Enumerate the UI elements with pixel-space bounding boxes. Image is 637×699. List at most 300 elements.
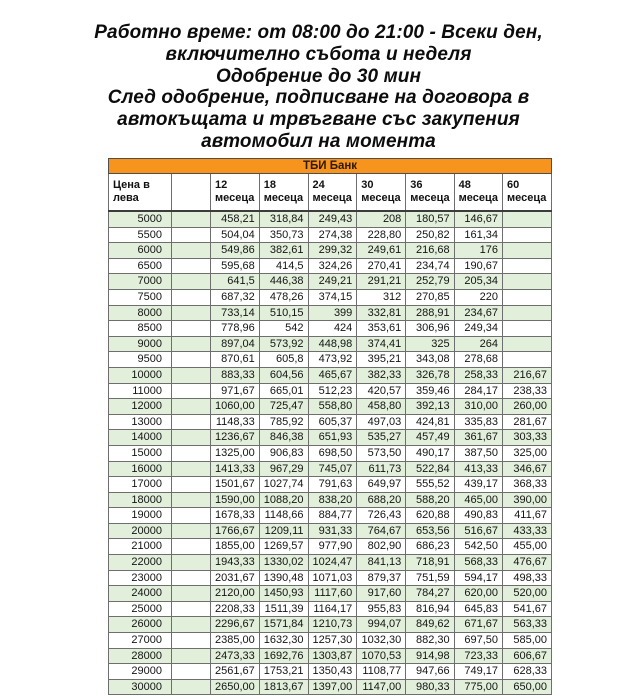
payment-cell: 971,67 bbox=[211, 383, 260, 399]
payment-cell: 778,96 bbox=[211, 321, 260, 337]
table-row bbox=[109, 383, 552, 399]
table-row bbox=[109, 477, 552, 493]
payment-cell: 220 bbox=[454, 289, 502, 305]
bank-header-row bbox=[109, 159, 552, 174]
payment-cell: 641,5 bbox=[211, 274, 260, 290]
payment-cell: 1210,73 bbox=[308, 617, 357, 633]
payment-cell: 312 bbox=[357, 289, 406, 305]
payment-cell: 1450,93 bbox=[259, 586, 308, 602]
payment-cell: 413,33 bbox=[454, 461, 502, 477]
month-unit: месеца bbox=[458, 192, 499, 204]
month-unit: месеца bbox=[361, 192, 401, 204]
payment-cell: 2561,67 bbox=[211, 664, 260, 680]
payment-cell: 446,38 bbox=[259, 274, 308, 290]
spacer-cell bbox=[172, 523, 211, 539]
intro-line: Одобрение до 30 мин bbox=[215, 65, 422, 87]
payment-cell: 1117,60 bbox=[308, 586, 357, 602]
spacer-cell bbox=[172, 664, 211, 680]
payment-cell: 208 bbox=[357, 211, 406, 227]
price-cell: 21000 bbox=[109, 539, 172, 555]
payment-cell: 238,33 bbox=[503, 383, 552, 399]
month-number: 12 bbox=[215, 178, 228, 191]
payment-cell: 967,29 bbox=[259, 461, 308, 477]
month-unit: месеца bbox=[263, 192, 304, 204]
payment-cell: 649,97 bbox=[357, 477, 406, 493]
payment-cell: 595,68 bbox=[211, 258, 260, 274]
payment-cell: 1413,33 bbox=[211, 461, 260, 477]
payment-cell: 250,82 bbox=[406, 227, 454, 243]
payment-cell: 458,21 bbox=[211, 211, 260, 227]
payment-cell: 260,00 bbox=[503, 399, 552, 415]
payment-cell: 1632,30 bbox=[259, 633, 308, 649]
payment-cell: 306,96 bbox=[406, 321, 454, 337]
payment-cell: 1148,66 bbox=[259, 508, 308, 524]
payment-cell: 884,77 bbox=[308, 508, 357, 524]
payment-cell: 906,83 bbox=[259, 445, 308, 461]
table-row bbox=[109, 243, 552, 259]
price-cell: 24000 bbox=[109, 586, 172, 602]
payment-cell: 326,78 bbox=[406, 367, 454, 383]
payment-cell: 318,84 bbox=[259, 211, 308, 227]
month-column-header bbox=[357, 174, 406, 212]
spacer-cell bbox=[172, 492, 211, 508]
payment-cell: 542,50 bbox=[454, 539, 502, 555]
payment-cell: 1943,33 bbox=[211, 555, 260, 571]
payment-cell bbox=[503, 227, 552, 243]
month-number: 18 bbox=[263, 178, 277, 191]
spacer-cell bbox=[172, 461, 211, 477]
payment-cell: 2031,67 bbox=[211, 570, 260, 586]
spacer-cell bbox=[172, 367, 211, 383]
payment-cell: 883,33 bbox=[211, 367, 260, 383]
spacer-cell bbox=[172, 648, 211, 664]
payment-cell: 395,21 bbox=[357, 352, 406, 368]
spacer-cell bbox=[172, 399, 211, 415]
payment-cell: 558,80 bbox=[308, 399, 357, 415]
price-cell: 15000 bbox=[109, 445, 172, 461]
payment-cell: 252,79 bbox=[406, 274, 454, 290]
payment-cell: 897,04 bbox=[211, 336, 260, 352]
payment-cell: 573,50 bbox=[357, 445, 406, 461]
payment-cell: 258,33 bbox=[454, 367, 502, 383]
price-column-header: Цена в лева bbox=[109, 174, 172, 212]
month-unit: месеца bbox=[507, 192, 547, 204]
payment-cell: 510,15 bbox=[259, 305, 308, 321]
price-cell: 6500 bbox=[109, 258, 172, 274]
payment-cell: 568,33 bbox=[454, 555, 502, 571]
payment-cell: 1303,87 bbox=[308, 648, 357, 664]
payment-cell: 1209,11 bbox=[259, 523, 308, 539]
payment-cell bbox=[503, 258, 552, 274]
payment-cell: 955,83 bbox=[357, 601, 406, 617]
payment-cell: 392,13 bbox=[406, 399, 454, 415]
payment-cell: 343,08 bbox=[406, 352, 454, 368]
payment-cell: 1692,76 bbox=[259, 648, 308, 664]
payment-cell: 870,61 bbox=[211, 352, 260, 368]
payment-cell: 387,50 bbox=[454, 445, 502, 461]
price-cell: 8000 bbox=[109, 305, 172, 321]
bank-title: ТБИ Банк bbox=[109, 159, 552, 174]
payment-cell: 291,21 bbox=[357, 274, 406, 290]
payment-cell: 1257,30 bbox=[308, 633, 357, 649]
payment-cell: 1511,39 bbox=[259, 601, 308, 617]
payment-cell: 653,56 bbox=[406, 523, 454, 539]
month-unit: месеца bbox=[215, 192, 255, 204]
price-cell: 14000 bbox=[109, 430, 172, 446]
payment-cell: 723,33 bbox=[454, 648, 502, 664]
intro-line: След одобрение, подписване на договора в bbox=[107, 87, 530, 109]
price-cell: 22000 bbox=[109, 555, 172, 571]
payment-cell bbox=[503, 211, 552, 227]
spacer-cell bbox=[172, 477, 211, 493]
payment-cell: 1855,00 bbox=[211, 539, 260, 555]
price-cell: 5000 bbox=[109, 211, 172, 227]
payment-cell: 784,27 bbox=[406, 586, 454, 602]
payment-cell: 1766,67 bbox=[211, 523, 260, 539]
table-row bbox=[109, 555, 552, 571]
payment-cell: 1571,84 bbox=[259, 617, 308, 633]
payment-cell: 1590,00 bbox=[211, 492, 260, 508]
payment-cell: 605,8 bbox=[259, 352, 308, 368]
table-row bbox=[109, 679, 552, 695]
spacer-cell bbox=[172, 617, 211, 633]
payment-cell: 605,37 bbox=[308, 414, 357, 430]
table-row bbox=[109, 352, 552, 368]
payment-cell: 457,49 bbox=[406, 430, 454, 446]
month-column-header bbox=[308, 174, 357, 212]
price-cell: 9000 bbox=[109, 336, 172, 352]
payment-cell: 249,21 bbox=[308, 274, 357, 290]
price-cell: 23000 bbox=[109, 570, 172, 586]
payment-cell: 1070,53 bbox=[357, 648, 406, 664]
payment-cell: 324,26 bbox=[308, 258, 357, 274]
spacer-cell bbox=[172, 414, 211, 430]
payment-cell: 522,84 bbox=[406, 461, 454, 477]
payment-cell: 882,30 bbox=[406, 633, 454, 649]
payment-cell: 497,03 bbox=[357, 414, 406, 430]
payment-cell: 563,33 bbox=[503, 617, 552, 633]
table-row bbox=[109, 305, 552, 321]
table-row bbox=[109, 492, 552, 508]
payment-cell: 361,67 bbox=[454, 430, 502, 446]
payment-cell: 1325,00 bbox=[211, 445, 260, 461]
payment-cell: 2650,00 bbox=[211, 679, 260, 695]
price-cell: 20000 bbox=[109, 523, 172, 539]
payment-cell: 490,83 bbox=[454, 508, 502, 524]
payment-cell: 1027,74 bbox=[259, 477, 308, 493]
payment-cell: 980,33 bbox=[406, 679, 454, 695]
payment-cell: 455,00 bbox=[503, 539, 552, 555]
payment-cell: 651,93 bbox=[308, 430, 357, 446]
payment-cell: 686,23 bbox=[406, 539, 454, 555]
table-row bbox=[109, 539, 552, 555]
payment-cell: 281,67 bbox=[503, 414, 552, 430]
payment-cell: 620,00 bbox=[454, 586, 502, 602]
payment-cell bbox=[503, 321, 552, 337]
table-row bbox=[109, 664, 552, 680]
payment-cell: 665,01 bbox=[259, 383, 308, 399]
payment-cell: 1024,47 bbox=[308, 555, 357, 571]
payment-cell: 439,17 bbox=[454, 477, 502, 493]
payment-cell: 2385,00 bbox=[211, 633, 260, 649]
payment-cell: 270,41 bbox=[357, 258, 406, 274]
price-cell: 5500 bbox=[109, 227, 172, 243]
month-unit: месеца bbox=[312, 192, 352, 204]
payment-cell: 368,33 bbox=[503, 477, 552, 493]
payment-cell bbox=[503, 336, 552, 352]
price-cell: 6000 bbox=[109, 243, 172, 259]
payment-cell: 190,67 bbox=[454, 258, 502, 274]
payment-cell: 1678,33 bbox=[211, 508, 260, 524]
spacer-cell bbox=[172, 570, 211, 586]
payment-cell: 332,81 bbox=[357, 305, 406, 321]
payment-cell: 764,67 bbox=[357, 523, 406, 539]
price-cell: 13000 bbox=[109, 414, 172, 430]
payment-cell: 478,26 bbox=[259, 289, 308, 305]
price-cell: 7500 bbox=[109, 289, 172, 305]
price-cell: 25000 bbox=[109, 601, 172, 617]
price-cell: 8500 bbox=[109, 321, 172, 337]
payment-cell: 573,92 bbox=[259, 336, 308, 352]
payment-cell: 838,20 bbox=[308, 492, 357, 508]
spacer-cell bbox=[172, 445, 211, 461]
payment-cell: 1753,21 bbox=[259, 664, 308, 680]
payment-cell bbox=[503, 274, 552, 290]
payment-cell: 278,68 bbox=[454, 352, 502, 368]
spacer-cell bbox=[172, 258, 211, 274]
payment-cell: 535,27 bbox=[357, 430, 406, 446]
table-row bbox=[109, 430, 552, 446]
spacer-cell bbox=[172, 586, 211, 602]
payment-cell: 2473,33 bbox=[211, 648, 260, 664]
payment-cell: 374,15 bbox=[308, 289, 357, 305]
table-row bbox=[109, 601, 552, 617]
payment-cell: 1164,17 bbox=[308, 601, 357, 617]
month-unit: месеца bbox=[410, 192, 450, 204]
table-row bbox=[109, 633, 552, 649]
column-header-row bbox=[109, 174, 552, 212]
month-number: 36 bbox=[410, 178, 423, 191]
payment-cell: 542 bbox=[259, 321, 308, 337]
payment-cell: 374,41 bbox=[357, 336, 406, 352]
payment-cell: 180,57 bbox=[406, 211, 454, 227]
payment-cell: 516,67 bbox=[454, 523, 502, 539]
payment-cell: 846,38 bbox=[259, 430, 308, 446]
payment-cell: 645,83 bbox=[454, 601, 502, 617]
payment-cell: 249,43 bbox=[308, 211, 357, 227]
payment-cell bbox=[503, 352, 552, 368]
payment-cell: 433,33 bbox=[503, 523, 552, 539]
payment-cell: 228,80 bbox=[357, 227, 406, 243]
table-row bbox=[109, 367, 552, 383]
payment-cell: 465,67 bbox=[308, 367, 357, 383]
working-hours-text bbox=[0, 0, 637, 153]
payment-cell: 520,00 bbox=[503, 586, 552, 602]
payment-cell: 359,46 bbox=[406, 383, 454, 399]
payment-cell: 216,68 bbox=[406, 243, 454, 259]
price-cell: 16000 bbox=[109, 461, 172, 477]
payment-cell: 816,94 bbox=[406, 601, 454, 617]
payment-cell: 1501,67 bbox=[211, 477, 260, 493]
payment-cell: 411,67 bbox=[503, 508, 552, 524]
payment-cell: 424,81 bbox=[406, 414, 454, 430]
table-row bbox=[109, 321, 552, 337]
payment-cell: 288,91 bbox=[406, 305, 454, 321]
payment-cell: 390,00 bbox=[503, 492, 552, 508]
month-number: 48 bbox=[458, 178, 471, 191]
payment-cell: 841,13 bbox=[357, 555, 406, 571]
payment-cell: 549,86 bbox=[211, 243, 260, 259]
table-row bbox=[109, 617, 552, 633]
table-row bbox=[109, 336, 552, 352]
month-column-header bbox=[211, 174, 260, 212]
table-row bbox=[109, 648, 552, 664]
payment-cell: 650,00 bbox=[503, 679, 552, 695]
payment-cell: 1071,03 bbox=[308, 570, 357, 586]
payment-cell: 585,00 bbox=[503, 633, 552, 649]
price-cell: 10000 bbox=[109, 367, 172, 383]
price-cell: 28000 bbox=[109, 648, 172, 664]
payment-cell: 733,14 bbox=[211, 305, 260, 321]
payment-cell: 687,32 bbox=[211, 289, 260, 305]
month-column-header bbox=[259, 174, 308, 212]
payment-cell: 270,85 bbox=[406, 289, 454, 305]
payment-cell: 420,57 bbox=[357, 383, 406, 399]
payment-cell: 382,61 bbox=[259, 243, 308, 259]
payment-cell: 512,23 bbox=[308, 383, 357, 399]
spacer-cell bbox=[172, 227, 211, 243]
payment-cell: 745,07 bbox=[308, 461, 357, 477]
payment-cell: 914,98 bbox=[406, 648, 454, 664]
table-row bbox=[109, 227, 552, 243]
payment-cell: 249,61 bbox=[357, 243, 406, 259]
intro-line: автокъщата и трвъгване със закупения bbox=[117, 109, 520, 131]
payment-cell: 274,38 bbox=[308, 227, 357, 243]
spacer-cell bbox=[172, 211, 211, 227]
payment-cell: 161,34 bbox=[454, 227, 502, 243]
payment-cell: 490,17 bbox=[406, 445, 454, 461]
payment-cell: 1088,20 bbox=[259, 492, 308, 508]
price-cell: 19000 bbox=[109, 508, 172, 524]
payment-cell: 465,00 bbox=[454, 492, 502, 508]
payment-cell: 1350,43 bbox=[308, 664, 357, 680]
month-number: 24 bbox=[312, 178, 325, 191]
price-cell: 27000 bbox=[109, 633, 172, 649]
price-cell: 18000 bbox=[109, 492, 172, 508]
payment-cell: 588,20 bbox=[406, 492, 454, 508]
spacer-cell bbox=[172, 430, 211, 446]
table-row bbox=[109, 570, 552, 586]
payment-cell: 2208,33 bbox=[211, 601, 260, 617]
payment-cell: 594,17 bbox=[454, 570, 502, 586]
spacer-cell bbox=[172, 336, 211, 352]
payment-cell: 775,00 bbox=[454, 679, 502, 695]
payment-cell: 749,17 bbox=[454, 664, 502, 680]
month-number: 30 bbox=[361, 178, 374, 191]
payment-cell: 476,67 bbox=[503, 555, 552, 571]
payment-cell: 473,92 bbox=[308, 352, 357, 368]
payment-cell: 849,62 bbox=[406, 617, 454, 633]
payment-cell: 299,32 bbox=[308, 243, 357, 259]
spacer-cell bbox=[172, 274, 211, 290]
payment-cell: 751,59 bbox=[406, 570, 454, 586]
payment-cell: 977,90 bbox=[308, 539, 357, 555]
payment-cell: 264 bbox=[454, 336, 502, 352]
payment-cell: 879,37 bbox=[357, 570, 406, 586]
intro-line: автомобил на момента bbox=[201, 130, 436, 152]
payment-cell: 504,04 bbox=[211, 227, 260, 243]
payment-cell: 176 bbox=[454, 243, 502, 259]
spacer-cell bbox=[172, 289, 211, 305]
payment-cell: 350,73 bbox=[259, 227, 308, 243]
spacer-cell bbox=[172, 305, 211, 321]
table-row bbox=[109, 508, 552, 524]
payment-cell: 325 bbox=[406, 336, 454, 352]
payment-cell: 1390,48 bbox=[259, 570, 308, 586]
payment-cell: 205,34 bbox=[454, 274, 502, 290]
table-row bbox=[109, 586, 552, 602]
payment-cell: 498,33 bbox=[503, 570, 552, 586]
payment-cell: 382,33 bbox=[357, 367, 406, 383]
table-row bbox=[109, 399, 552, 415]
payment-cell: 718,91 bbox=[406, 555, 454, 571]
spacer-cell bbox=[172, 383, 211, 399]
payment-cell: 1060,00 bbox=[211, 399, 260, 415]
payment-cell: 1813,67 bbox=[259, 679, 308, 695]
payment-cell: 947,66 bbox=[406, 664, 454, 680]
payment-cell: 785,92 bbox=[259, 414, 308, 430]
payment-cell: 1108,77 bbox=[357, 664, 406, 680]
payment-cell: 414,5 bbox=[259, 258, 308, 274]
payment-cell: 671,67 bbox=[454, 617, 502, 633]
payment-cell bbox=[503, 305, 552, 321]
payment-cell: 216,67 bbox=[503, 367, 552, 383]
payment-cell: 346,67 bbox=[503, 461, 552, 477]
payment-cell: 611,73 bbox=[357, 461, 406, 477]
price-cell: 7000 bbox=[109, 274, 172, 290]
payment-cell: 620,88 bbox=[406, 508, 454, 524]
price-cell: 17000 bbox=[109, 477, 172, 493]
spacer-cell bbox=[172, 633, 211, 649]
payment-cell: 1236,67 bbox=[211, 430, 260, 446]
payment-cell: 1148,33 bbox=[211, 414, 260, 430]
payment-cell: 448,98 bbox=[308, 336, 357, 352]
payment-cell: 555,52 bbox=[406, 477, 454, 493]
payment-cell: 1330,02 bbox=[259, 555, 308, 571]
price-cell: 9500 bbox=[109, 352, 172, 368]
loan-table-body bbox=[109, 211, 552, 695]
payment-cell: 310,00 bbox=[454, 399, 502, 415]
payment-cell: 325,00 bbox=[503, 445, 552, 461]
month-number: 60 bbox=[507, 178, 520, 191]
table-row bbox=[109, 211, 552, 227]
loan-table bbox=[108, 158, 552, 695]
payment-cell: 399 bbox=[308, 305, 357, 321]
payment-cell: 1269,57 bbox=[259, 539, 308, 555]
spacer-cell bbox=[172, 601, 211, 617]
payment-cell: 424 bbox=[308, 321, 357, 337]
payment-cell: 541,67 bbox=[503, 601, 552, 617]
payment-cell: 698,50 bbox=[308, 445, 357, 461]
table-row bbox=[109, 258, 552, 274]
price-cell: 11000 bbox=[109, 383, 172, 399]
payment-cell: 1147,00 bbox=[357, 679, 406, 695]
table-row bbox=[109, 445, 552, 461]
payment-cell: 791,63 bbox=[308, 477, 357, 493]
table-row bbox=[109, 274, 552, 290]
payment-cell bbox=[503, 243, 552, 259]
payment-cell: 725,47 bbox=[259, 399, 308, 415]
